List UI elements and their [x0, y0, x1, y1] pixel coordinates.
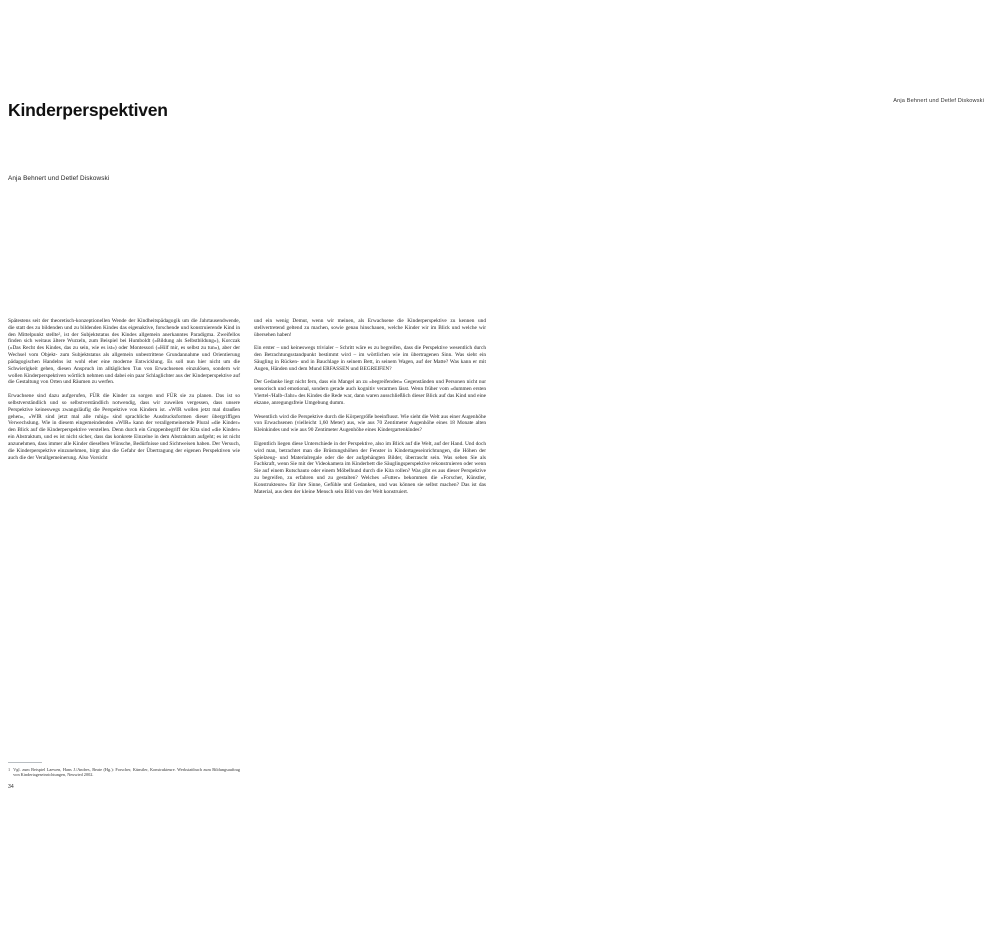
- right-page: [500, 0, 1000, 800]
- left-page: [0, 0, 500, 800]
- paragraph-block: Spätestens seit der theoretisch-konzeptionellen Wende der Kindheitspädagogik um die Jahrtausendwende, die statt des zu bildenden und zu bildenden Kindes das eigenaktive, forschende und konstruierende Kind in den Mittelpunkt stellte², ist der Subjektstatus des Kindes allgemein anerkanntes Paradigma. Zweifellos finden sich weitaus ältere Wurzeln, zum Beispiel bei Humboldt («Bildung als Selbstbildung»), Korczak («Das Recht des Kindes, das zu sein, wie es ist») oder Montessori («Hilf mir, es selbst zu tun»), aber der Wechsel vom Objekt- zum Subjektstatus als allgemein unbestrittene Grundannahme und Orientierung pädagogischen Handelns ist wohl eher eine moderne Entwicklung. Es soll nun hier nicht um die Schwierigkeit gehen, diesen Anspruch im alltäglichen Tun von Erwachsenen einzulösen, sondern wir wollen Kinderperspektiven wörtlich nehmen und dabei ein paar Schlaglichter aus der Kinderperspektive auf die Gestaltung von Orten und Räumen zu werfen. Erwachsene sind dazu aufgerufen, FÜR die Kinder zu sorgen und FÜR sie zu planen. Das ist so selbstverständlich und so selbstverständlich notwendig, dass wir zuweilen vergessen, dass unsere Perspektive keineswegs zwangsläufig die Perspektive von Kindern ist. «WIR wollen jetzt mal draußen gehen», «WIR sind jetzt mal alle ruhig» sind sprachliche Ausdrucksformen dieser übergriffigen Verwechslung. Wie in diesem eingemeindenden «WIR» kann der verallgemeinernde Plural «die Kinder» den Blick auf die Kinderperspektive verstellen. Denn durch ein Gruppenbegriff der Kita sind «die Kinder» ein Abstraktum, und es ist nicht sicher, dass das konkrete Einzelne in dem Abstraktum aufgeht; es ist nicht anzunehmen, dass immer alle Kinder dieselben Wünsche, Bedürfnisse und Sichtweisen haben. Der Versuch, die Kinderperspektive einzunehmen, birgt also die Gefahr der Übertragung der eigenen Perspektiven wie auch die der Verallgemeinerung. Also Vorsicht: [8, 318, 240, 461]
- footnote-number: 1: [8, 766, 11, 772]
- footnote-text: Vgl. zum Beispiel Laewen, Hans J./Andres, Beate (Hg.): Forscher, Künstler, Konstrukteure. Werkstattbuch zum Bildungsauftrag von Kindertageseinrichtungen, Neuwied 2002.: [13, 766, 240, 778]
- footnote-wrap: [8, 767, 240, 778]
- page-title: Kinderperspektiven: [8, 100, 168, 120]
- left-body-columns: [8, 318, 486, 752]
- chapter-heading-block: [8, 100, 484, 182]
- chapter-authors: Anja Behnert und Detlef Diskowski: [8, 175, 110, 182]
- left-page-number: 34: [8, 784, 14, 790]
- footnote-wrap-empty: [254, 767, 486, 778]
- left-column-2: [254, 318, 486, 752]
- left-footnotes: [8, 767, 486, 778]
- footnote-item: [8, 767, 240, 778]
- left-column-1: [8, 318, 240, 752]
- running-head: Anja Behnert und Detlef Diskowski: [893, 98, 984, 104]
- paragraph-block: und ein wenig Demut, wenn wir meinen, als Erwachsene die Kinderperspektive zu kennen und stellvertretend geltend zu machen, sowie genau hinschauen, welche Kinder wir im Blick und welche wir übersehen haben! Ein erster – und keineswegs trivialer – Schritt wäre es zu begreifen, dass die Perspektive wesentlich durch den Betrachtungsstandpunkt bestimmt wird – im wörtlichen wie im übertragenen Sinn. Was sieht ein Säugling in Rücken- und in Bauchlage in seinem Bett, in seinem Wagen, auf der Matte? Was kann er mit Augen, Händen und dem Mund ERFASSEN und BEGREIFEN? Der Gedanke liegt nicht fern, dass ein Mangel an zu «begreifenden» Gegenständen und Personen nicht nur sensorisch und emotional, sondern gerade auch kognitiv verarmen lässt. Wenn früher vom «dummen ersten Viertel-/Halb-/Jahr» des Kindes die Rede war, dann waren ausschließlich dieser Blick auf das Kind und eine ekzane, anregungsfreie Umgebung dumm. Wesentlich wird die Perspektive durch die Körpergröße beeinflusst. Wie sieht die Welt aus einer Augenhöhe von Erwachsenen (vielleicht 1,60 Meter) aus, wie aus 70 Zentimeter Augenhöhe eines 18 Monate alten Kleinkindes und wie aus 90 Zentimeter Augenhöhe eines Kindergartenkindes? Eigentlich liegen diese Unterschiede in der Perspektive, also im Blick auf die Welt, auf der Hand. Und doch wird man, betrachtet man die Brüstungshöhen der Fenster in Kindertageseinrichtungen, die Höhen der Spielzeug- und Materialregale oder die der aufgehängten Bilder, überrascht sein. Was sehen Sie als Fachkraft, wenn Sie mit der Videokamera im Kinderbett die Säuglingsperspektive rekonstruieren oder wenn Sie auf einem Rutschauto oder einem Möbelhund durch die Kita rollen? Was gibt es aus dieser Perspektive zu begreifen, zu erfahren und zu gestalten? Welches «Futter» bekommen die «Forscher, Künstler, Konstrukteure» für ihre Sinne, Gefühle und Gedanken, und was können sie selbst machen? Das ist das Material, aus dem der kleine Mensch sein Bild von der Welt konstruiert.: [254, 318, 486, 495]
- footnote-rule: [8, 762, 42, 763]
